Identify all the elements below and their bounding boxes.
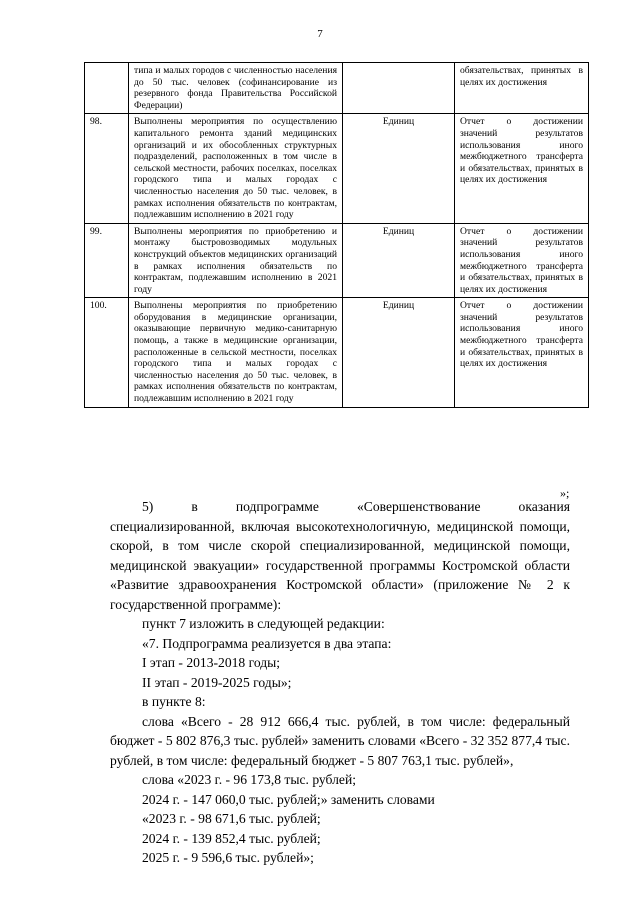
stage2-line: II этап - 2019-2025 годы»; (142, 674, 292, 690)
p8-intro: в пункте 8: (142, 694, 206, 709)
row-unit-cell (343, 63, 455, 114)
p7-text: «7. Подпрограмма реализуется в два этапа: (142, 635, 392, 651)
table-row (85, 223, 589, 298)
row-number-cell: 99. (85, 223, 129, 298)
row-description-cell: Выполнены мероприятия по осуществлению капитального ремонта зданий медицинских организаций и их обособленных структурных подразделений, расположенных в том числе в сельской местности, рабочих поселках, поселках городского типа и малых городах с численностью населения до 50 тыс. человек, в рамках исполнения обязательств по контрактам, подлежавшим исполнению в 2021 году (129, 114, 343, 223)
item5-paragraph: специализированной, включая высокотехнологичную, медицинской помощи, скорой, в том числе скорой специализированной, медицинской помощи, медицинской эвакуации» государственной программы Костромской области «Развитие здравоохранения Костромской области» (приложение № 2 к государственной программе): (110, 518, 570, 612)
words2-line1: слова «2023 г. - 96 173,8 тыс. рублей; (142, 772, 356, 787)
row-unit-cell: Единиц (343, 223, 455, 298)
p7-intro: пункт 7 изложить в следующей редакции: (142, 616, 385, 631)
row-number-cell: 100. (85, 298, 129, 407)
results-table (84, 62, 589, 408)
row-description-cell: Выполнены мероприятия по приобретению и монтажу быстровозводимых модульных конструкций объектов медицинских организаций в рамках исполнения обязательств по контрактам, подлежавшим исполнению в 2021 году (129, 223, 343, 298)
row-report-cell: обязательствах, принятых в целях их достижения (455, 63, 589, 114)
new-2024-line: 2024 г. - 139 852,4 тыс. рублей; (142, 830, 321, 846)
new-2025-line: 2025 г. - 9 596,6 тыс. рублей»; (142, 850, 314, 865)
row-number-cell: 98. (85, 114, 129, 223)
row-number-cell (85, 63, 129, 114)
stage1-line: I этап - 2013-2018 годы; (142, 655, 281, 670)
new-2023-line: «2023 г. - 98 671,6 тыс. рублей; (142, 811, 321, 826)
row-description-cell: типа и малых городов с численностью населения до 50 тыс. человек (софинансирование из резервного фонда Правительства Российской Федерации) (129, 63, 343, 114)
row-description-cell: Выполнены мероприятия по приобретению оборудования в медицинские организации, оказывающие первичную медико-санитарную помощь, а также в медицинские организации, расположенные в сельской местности, поселках городского типа и малых городах с численностью населения до 50 тыс. человек, в рамках исполнения обязательств по контрактам, подлежавшим исполнению в 2021 году (129, 298, 343, 407)
page-number: 7 (317, 28, 323, 40)
row-report-cell: Отчет о достижении значений результатов использования иного межбюджетного трансферта и обязательствах, принятых в целях их достижения (455, 114, 589, 223)
row-report-cell: Отчет о достижении значений результатов использования иного межбюджетного трансферта и обязательствах, принятых в целях их достижения (455, 223, 589, 298)
words2-line2: 2024 г. - 147 060,0 тыс. рублей;» заменить словами (142, 791, 435, 807)
table-row (85, 63, 589, 114)
table-row (85, 298, 589, 407)
document-body (110, 497, 570, 868)
row-unit-cell: Единиц (343, 298, 455, 407)
table-row (85, 114, 589, 223)
table-closing-quote: »; (560, 486, 570, 500)
words1-first-line: слова «Всего - 28 912 666,4 тыс. рублей, в том числе: федеральный (142, 713, 570, 729)
row-unit-cell: Единиц (343, 114, 455, 223)
words1-paragraph: бюджет - 5 802 876,3 тыс. рублей» заменить словами «Всего - 32 352 877,4 тыс. рублей, в том числе: федеральный бюджет - 5 807 763,1 тыс. рублей», (110, 733, 570, 768)
item5-first-line: 5) в подпрограмме «Совершенствование оказания (142, 499, 570, 514)
row-report-cell: Отчет о достижении значений результатов использования иного межбюджетного трансферта и обязательствах, принятых в целях их достижения (455, 298, 589, 407)
